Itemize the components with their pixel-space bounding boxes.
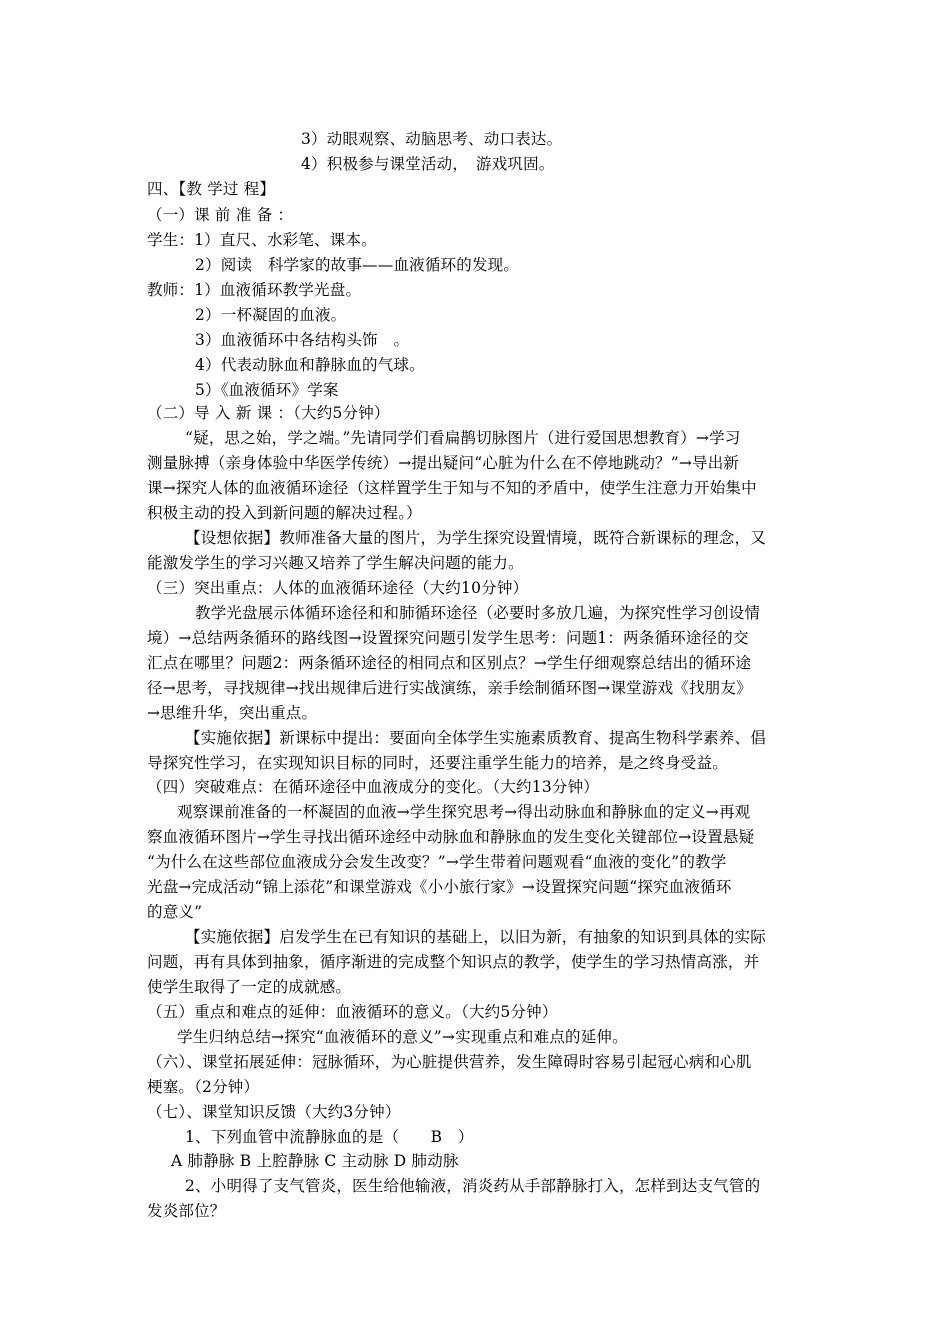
paragraph-line: “为什么在这些部位血液成分会发生改变？”→学生带着问题观看“血液的变化”的教学 [147, 853, 727, 871]
teacher-item-1: 教师：1）血液循环教学光盘。 [147, 281, 362, 299]
subsection-heading-key-point: （三）突出重点：人体的血液循环途径（大约10分钟） [147, 579, 529, 597]
paragraph-line: →思维升华，突出重点。 [147, 704, 318, 722]
paragraph-line: 境）→总结两条循环的路线图→设置探究问题引发学生思考：问题1：两条循环途径的交 [147, 629, 749, 647]
paragraph-line: 察血液循环图片→学生寻找出循环途经中动脉血和静脉血的发生变化关键部位→设置悬疑 [147, 828, 755, 846]
paragraph-line: 【设想依据】教师准备大量的图片，为学生探究设置情境，既符合新课标的理念，又 [185, 529, 766, 547]
paragraph-line: 学生归纳总结→探究“血液循环的意义”→实现重点和难点的延伸。 [177, 1028, 628, 1046]
subsection-heading-difficulty: （四）突破难点：在循环途径中血液成分的变化。（大约13分钟） [147, 778, 599, 796]
paragraph-line: 梗塞。（2分钟） [147, 1078, 260, 1096]
subsection-heading-extension: （五）重点和难点的延伸：血液循环的意义。（大约5分钟） [147, 1003, 558, 1021]
paragraph-line: 教学光盘展示体循环途径和和肺循环途径（必要时多放几遍，为探究性学习创设情 [195, 604, 761, 622]
paragraph-line: 积极主动的投入到新问题的解决过程。） [147, 504, 422, 522]
teacher-item-2: 2）一杯凝固的血液。 [195, 306, 347, 324]
student-item-1: 学生：1）直尺、水彩笔、课本。 [147, 231, 377, 249]
paragraph-line: 汇点在哪里？问题2：两条循环途径的相同点和区别点？→学生仔细观察总结出的循环途 [147, 654, 752, 672]
subsection-heading-expansion: （六）、课堂拓展延伸：冠脉循环，为心脏提供营养，发生障碍时容易引起冠心病和心肌 [147, 1053, 752, 1071]
question-1-options: A 肺静脉 B 上腔静脉 C 主动脉 D 肺动脉 [171, 1152, 459, 1170]
teacher-item-4: 4）代表动脉血和静脉血的气球。 [195, 356, 425, 374]
paragraph-line: 导探究性学习，在实现知识目标的同时，还要注重学生能力的培养，是之终身受益。 [147, 754, 728, 772]
teacher-item-3: 3）血液循环中各结构头饰 。 [195, 331, 410, 349]
paragraph-line: 径→思考，寻找规律→找出规律后进行实战演练，亲手绘制循环图→课堂游戏《找朋友》 [147, 679, 752, 697]
paragraph-line: 光盘→完成活动“锦上添花”和课堂游戏《小小旅行家》→设置探究问题“探究血液循环 [147, 878, 732, 896]
paragraph-line: 【实施依据】启发学生在已有知识的基础上，以旧为新，有抽象的知识到具体的实际 [185, 928, 766, 946]
objective-item-4: 4）积极参与课堂活动， 游戏巩固。 [301, 155, 555, 173]
question-2: 2、小明得了支气管炎，医生给他输液，消炎药从手部静脉打入，怎样到达支气管的 [185, 1177, 761, 1195]
subsection-heading-intro: （二）导 入 新 课 ：（大约5分钟） [147, 404, 390, 422]
question-1: 1、下列血管中流静脉血的是（ B ） [185, 1128, 474, 1146]
paragraph-line: 观察课前准备的一杯凝固的血液→学生探究思考→得出动脉血和静脉血的定义→再观 [177, 803, 751, 821]
paragraph-line: 课→探究人体的血液循环途径（这样置学生于知与不知的矛盾中，使学生注意力开始集中 [147, 479, 757, 497]
paragraph-line: 使学生取得了一定的成就感。 [147, 978, 352, 996]
paragraph-line: 问题，再有具体到抽象，循序渐进的完成整个知识点的教学，使学生的学习热情高涨，并 [147, 953, 760, 971]
paragraph-line: 的意义” [147, 903, 203, 921]
objective-item-3: 3）动眼观察、动脑思考、动口表达。 [301, 130, 563, 148]
section-heading-teaching-process: 四、【教 学过 程】 [147, 180, 276, 198]
paragraph-line: “疑，思之始，学之端。”先请同学们看扁鹊切脉图片（进行爱国思想教育）→学习 [185, 429, 741, 447]
question-2-continued: 发炎部位？ [147, 1202, 226, 1220]
subsection-heading-feedback: （七）、课堂知识反馈（大约3分钟） [147, 1103, 401, 1121]
paragraph-line: 【实施依据】新课标中提出：要面向全体学生实施素质教育、提高生物科学素养、倡 [185, 729, 766, 747]
teacher-item-5: 5）《血液循环》学案 [195, 381, 339, 399]
paragraph-line: 能激发学生的学习兴趣又培养了学生解决问题的能力。 [147, 554, 524, 572]
paragraph-line: 测量脉搏（亲身体验中华医学传统）→提出疑问“心脏为什么在不停地跳动？”→导出新 [147, 454, 740, 472]
subsection-heading-preparation: （一）课 前 准 备 ： [147, 206, 294, 224]
student-item-2: 2）阅读 科学家的故事——血液循环的发现。 [195, 256, 520, 274]
